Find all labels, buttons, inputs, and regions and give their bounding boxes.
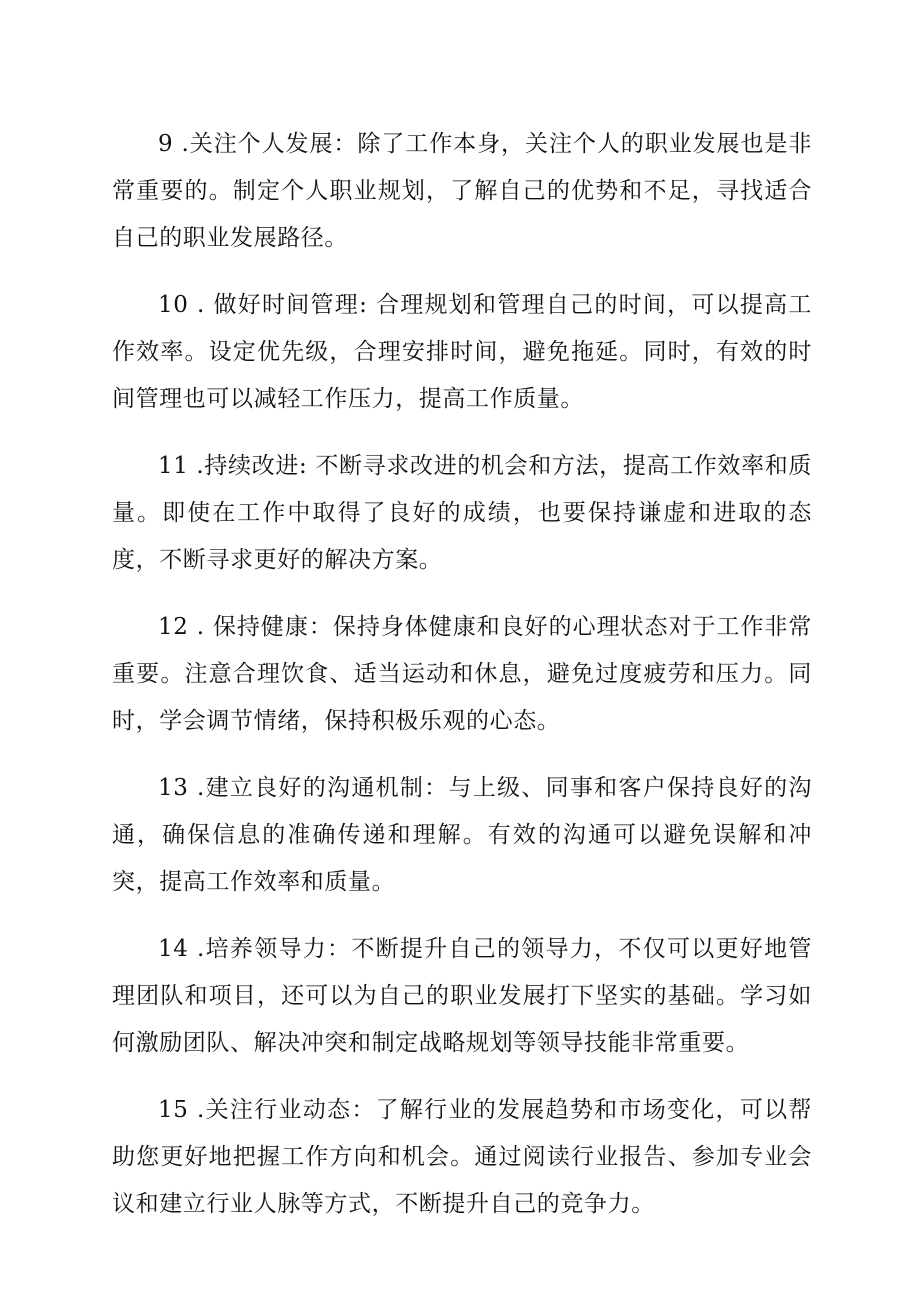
document-body — [112, 121, 812, 1248]
paragraph-item-12: 12 . 保持健康：保持身体健康和良好的心理状态对于工作非常重要。注意合理饮食、适当运动和休息，避免过度疲劳和压力。同时，学会调节情绪，保持积极乐观的心态。 — [112, 614, 812, 734]
paragraph-item-11: 11 .持续改进: 不断寻求改进的机会和方法，提高工作效率和质量。即使在工作中取得了良好的成绩，也要保持谦虚和进取的态度，不断寻求更好的解决方案。 — [112, 453, 812, 573]
paragraph-item-13: 13 .建立良好的沟通机制：与上级、同事和客户保持良好的沟通，确保信息的准确传递和理解。有效的沟通可以避免误解和冲突，提高工作效率和质量。 — [112, 775, 812, 895]
paragraph-item-15: 15 .关注行业动态：了解行业的发展趋势和市场变化，可以帮助您更好地把握工作方向和机会。通过阅读行业报告、参加专业会议和建立行业人脉等方式，不断提升自己的竞争力。 — [112, 1097, 812, 1217]
paragraph-item-10: 10 . 做好时间管理: 合理规划和管理自己的时间，可以提高工作效率。设定优先级，合理安排时间，避免拖延。同时，有效的时间管理也可以减轻工作压力，提高工作质量。 — [112, 292, 812, 412]
paragraph-item-14: 14 .培养领导力：不断提升自己的领导力，不仅可以更好地管理团队和项目，还可以为自己的职业发展打下坚实的基础。学习如何激励团队、解决冲突和制定战略规划等领导技能非常重要。 — [112, 936, 812, 1056]
paragraph-item-9: 9 .关注个人发展：除了工作本身，关注个人的职业发展也是非常重要的。制定个人职业规划，了解自己的优势和不足，寻找适合自己的职业发展路径。 — [112, 131, 812, 251]
